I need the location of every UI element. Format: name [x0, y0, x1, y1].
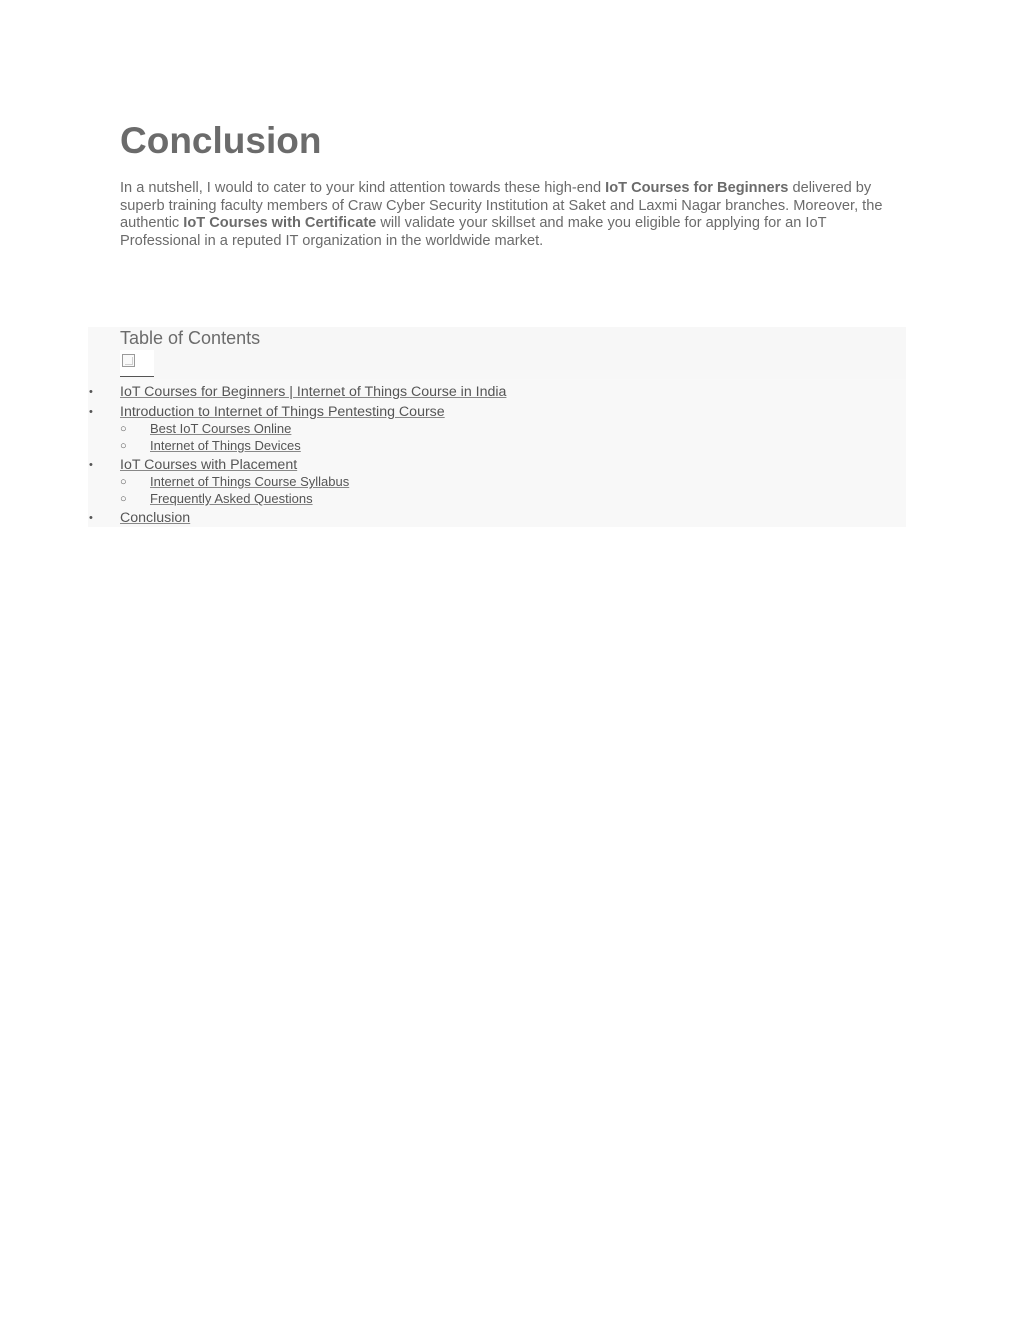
toc-bullet: •: [89, 512, 93, 524]
conclusion-paragraph: [120, 180, 906, 250]
intro-text-2: delivered by superb training faculty members of Craw Cyber Security Institution at Saket and Laxmi Nagar branches. Moreover, the authentic: [120, 180, 883, 232]
toc-link-course-syllabus[interactable]: Internet of Things Course Syllabus: [150, 474, 350, 489]
toc-link-faq[interactable]: Frequently Asked Questions: [150, 491, 313, 506]
toc-link-iot-devices[interactable]: Internet of Things Devices: [150, 438, 301, 453]
toggle-checkbox-icon: [122, 354, 135, 367]
toc-subitem: [0, 490, 1024, 508]
toc-link-iot-courses-with-placement[interactable]: IoT Courses with Placement: [120, 457, 298, 473]
page-title: Conclusion: [120, 120, 322, 161]
toc-bullet: ○: [120, 440, 127, 452]
toc-title: Table of Contents: [120, 328, 261, 348]
toc-bullet: •: [89, 386, 93, 398]
toc-item: [0, 383, 1024, 401]
toc-bullet: ○: [120, 423, 127, 435]
toc-toggle-button[interactable]: [120, 350, 154, 377]
toc-bullet: ○: [120, 476, 127, 488]
toc-link-best-iot-courses-online[interactable]: Best IoT Courses Online: [150, 421, 292, 436]
toc-link-conclusion[interactable]: Conclusion: [120, 510, 191, 526]
intro-text-3: will validate your skillset and make you eligible for applying for an IoT Professional in a reputed IT organization in the worldwide market.: [120, 215, 827, 249]
toc-item: [0, 456, 1024, 474]
toc-bullet: •: [89, 459, 93, 471]
toc-subitem: [0, 473, 1024, 491]
toc-bullet: •: [89, 406, 93, 418]
toc-link-introduction-pentesting[interactable]: Introduction to Internet of Things Pentesting Course: [120, 404, 445, 420]
toc-link-iot-courses-for-beginners[interactable]: IoT Courses for Beginners | Internet of Things Course in India: [120, 384, 507, 400]
intro-bold-beginners: IoT Courses for Beginners: [605, 180, 789, 196]
toc-subitem: [0, 420, 1024, 438]
intro-bold-certificate: IoT Courses with Certificate: [183, 215, 377, 232]
toc-item: [0, 509, 1024, 527]
intro-text-1: In a nutshell, I would to cater to your kind attention towards these high-end: [120, 180, 606, 196]
toc-subitem: [0, 437, 1024, 455]
toc-item: [0, 403, 1024, 421]
toc-bullet: ○: [120, 493, 127, 505]
